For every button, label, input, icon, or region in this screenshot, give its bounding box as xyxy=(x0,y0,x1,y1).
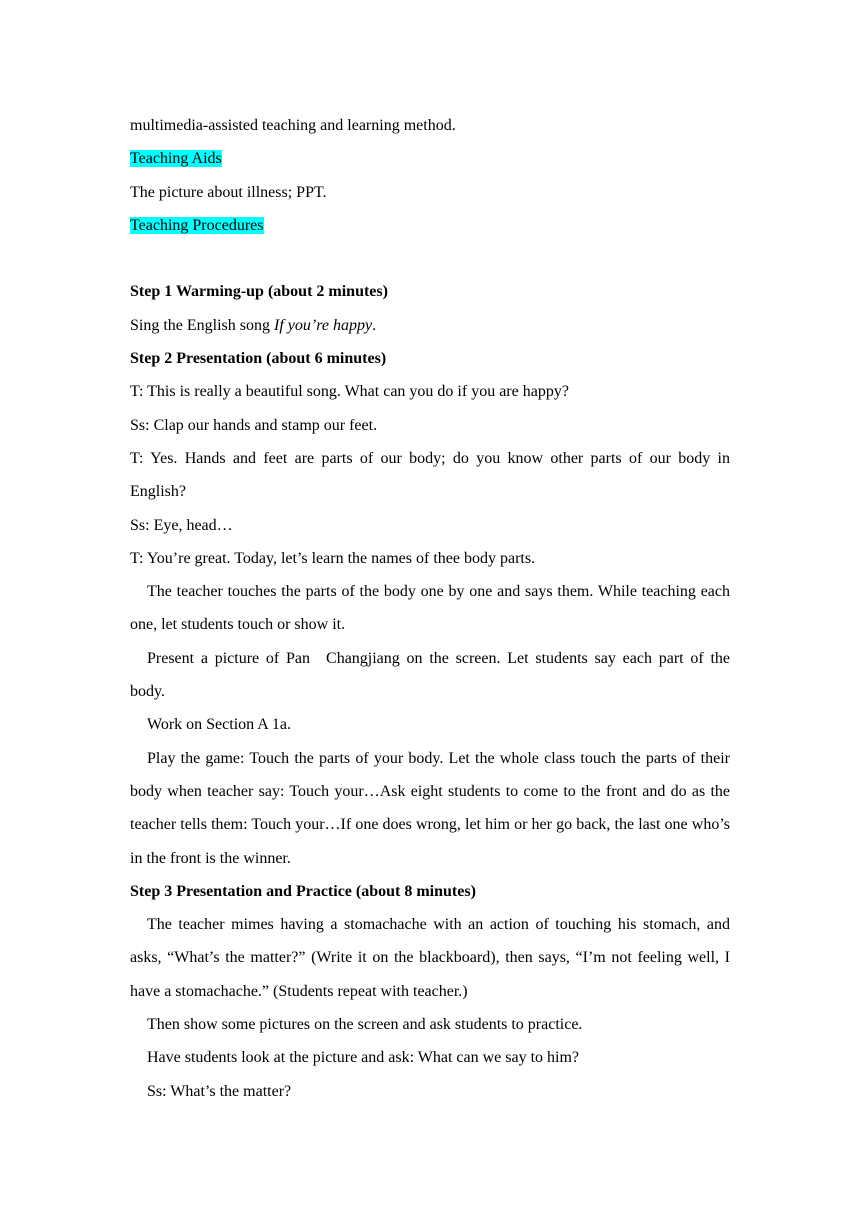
dialogue-teacher-3: T: You’re great. Today, let’s learn the names of thee body parts. xyxy=(130,549,536,567)
step3-heading: Step 3 Presentation and Practice (about 8 minutes) xyxy=(130,882,476,900)
step1-text xyxy=(130,309,730,342)
teaching-aids-text: The picture about illness; PPT. xyxy=(130,183,327,201)
paragraph-touch-parts: The teacher touches the parts of the body one by one and says them. While teaching each one, let students touch or show it. xyxy=(130,583,730,634)
step1-heading: Step 1 Warming-up (about 2 minutes) xyxy=(130,283,388,301)
teaching-procedures-heading xyxy=(130,209,730,242)
paragraph-students-question: Ss: What’s the matter? xyxy=(147,1082,292,1100)
step1-text-b: . xyxy=(372,316,377,334)
blank-line xyxy=(130,242,730,275)
teaching-aids-highlight: Teaching Aids xyxy=(130,150,222,168)
method-line: multimedia-assisted teaching and learning method. xyxy=(130,117,456,134)
teaching-aids-heading xyxy=(130,142,730,175)
dialogue-students-2: Ss: Eye, head… xyxy=(130,516,233,534)
step2-heading: Step 2 Presentation (about 6 minutes) xyxy=(130,350,387,368)
teaching-procedures-highlight: Teaching Procedures xyxy=(130,216,264,234)
paragraph-stomachache: The teacher mimes having a stomachache with an action of touching his stomach, and asks, “What’s the matter?” (Write it on the blackboard), then says, “I’m not feeling well, I have a stomachache.” (Students repeat with teacher.) xyxy=(130,916,730,1000)
paragraph-game: Play the game: Touch the parts of your body. Let the whole class touch the parts of their body when teacher say: Touch your…Ask eight students to come to the front and do as the teacher tells them: Touch your…If one does wrong, let him or her go back, the last one who’s in the front is the winner. xyxy=(130,749,730,867)
step1-song-title: If you’re happy xyxy=(274,316,373,334)
paragraph-show-pictures: Then show some pictures on the screen and ask students to practice. xyxy=(147,1016,583,1034)
dialogue-teacher-2: T: Yes. Hands and feet are parts of our body; do you know other parts of our body in English? xyxy=(130,449,730,501)
dialogue-teacher-1: T: This is really a beautiful song. What can you do if you are happy? xyxy=(130,383,569,401)
paragraph-look-picture: Have students look at the picture and ask: What can we say to him? xyxy=(147,1049,580,1067)
document-page xyxy=(130,109,730,1108)
paragraph-present-picture: Present a picture of Pan Changjiang on the screen. Let students say each part of the body. xyxy=(130,649,730,701)
step1-text-a: Sing the English song xyxy=(130,316,275,334)
paragraph-section-a: Work on Section A 1a. xyxy=(147,716,292,734)
dialogue-students-1: Ss: Clap our hands and stamp our feet. xyxy=(130,416,378,434)
